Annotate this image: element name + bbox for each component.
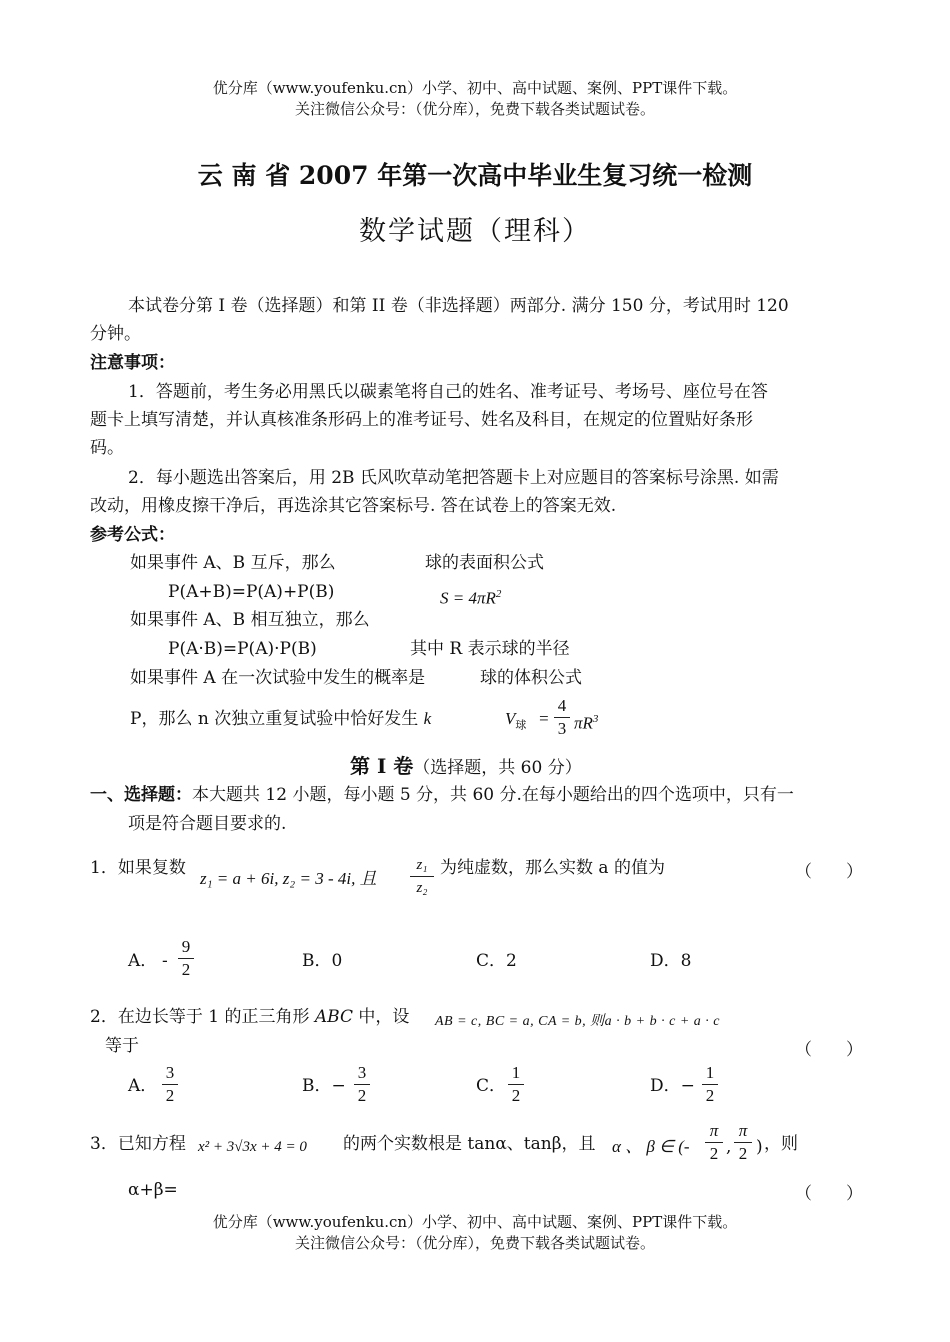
q3-fraction-left: π 2 xyxy=(705,1121,723,1164)
notice-heading: 注意事项： xyxy=(90,353,175,373)
formula-independent: P(A·B)=P(A)·P(B) xyxy=(168,639,317,659)
q1-fraction: z₁ z₂ xyxy=(410,855,434,898)
exam-subtitle: 数学试题（理科） xyxy=(359,216,591,247)
q1-option-b: B．0 xyxy=(302,951,343,971)
q1-prefix: 1．如果复数 xyxy=(90,858,186,878)
q3-condition: α 、 β ∈ (- xyxy=(612,1137,690,1156)
sphere-volume-label: 球的体积公式 xyxy=(480,668,582,688)
q3-answer-blank: （ ） xyxy=(795,1184,863,1204)
q2-vector-expression: AB = c, BC = a, CA = b, 则a · b + b · c + a · c xyxy=(435,1014,721,1029)
q2-option-a-label: A． xyxy=(128,1076,158,1096)
notice-item1-line3: 码。 xyxy=(90,438,124,458)
formula-probability-label: 如果事件 A 在一次试验中发生的概率是 xyxy=(130,668,426,688)
q2-line2: 等于 xyxy=(105,1036,139,1056)
q2-option-c-label: C． xyxy=(476,1076,507,1096)
intro-line2: 分钟。 xyxy=(90,324,141,344)
q3-prefix: 3．已知方程 xyxy=(90,1134,186,1154)
formula-exclusive-label: 如果事件 A、B 互斥，那么 xyxy=(130,553,336,573)
q2-option-b-label: B．− xyxy=(302,1076,346,1096)
q2-option-d-fraction: 1 2 xyxy=(702,1063,718,1106)
sphere-volume-V: $V_球$ xyxy=(505,709,527,732)
q3-suffix: ，则 xyxy=(764,1134,798,1154)
part1-intro-line2: 项是符合题目要求的. xyxy=(128,814,287,834)
q2-answer-blank: （ ） xyxy=(795,1040,863,1060)
notice-item1-line2: 题卡上填写清楚，并认真核准条形码上的准考证号、姓名及科目，在规定的位置贴好条形 xyxy=(90,410,753,430)
q1-option-a-label: A． xyxy=(128,951,158,971)
exam-title: 云 南 省 2007 年第一次高中毕业生复习统一检测 xyxy=(197,161,753,190)
notice-item1-line1: 1．答题前，考生务必用黑氏以碳素笔将自己的姓名、准考证号、考场号、座位号在答 xyxy=(128,382,768,402)
site-footer-line1: 优分库（www.youfenku.cn）小学、初中、高中试题、案例、PPT课件下载。 xyxy=(212,1213,738,1231)
notice-item2-line1: 2．每小题选出答案后，用 2B 氏风吹草动笔把答题卡上对应题目的答案标号涂黑. 如需 xyxy=(128,468,779,488)
q1-expression: z₁ = a + 6i, z₂ = 3 - 4i, 且 xyxy=(200,869,377,888)
formula-exclusive: P(A+B)=P(A)+P(B) xyxy=(168,582,335,602)
q2-option-c-fraction: 1 2 xyxy=(508,1063,524,1106)
site-footer-line2: 关注微信公众号：（优分库），免费下载各类试题试卷。 xyxy=(294,1234,655,1252)
q1-option-d: D．8 xyxy=(650,951,692,971)
sphere-area-label: 球的表面积公式 xyxy=(425,553,544,573)
section1-heading: 第 I 卷（选择题，共 60 分） xyxy=(350,754,582,778)
q1-option-c: C．2 xyxy=(476,951,517,971)
q3-mid: 的两个实数根是 tanα、tanβ，且 xyxy=(343,1134,596,1154)
q1-option-a-sign: - xyxy=(162,951,168,971)
q3-equation: x² + 3√3x + 4 = 0 xyxy=(198,1139,307,1155)
formula-bernoulli-label: P，那么 n 次独立重复试验中恰好发生 k xyxy=(130,709,432,729)
q3-fraction-right: π 2 xyxy=(734,1121,752,1164)
q2-option-d-label: D．− xyxy=(650,1076,695,1096)
part1-intro-line1: 一、选择题：本大题共 12 小题，每小题 5 分，共 60 分.在每小题给出的四个选项中，只有一 xyxy=(90,785,794,805)
q3-line2: α+β= xyxy=(128,1180,178,1200)
sphere-volume-eq: = xyxy=(538,709,550,728)
site-header-line2: 关注微信公众号：（优分库），免费下载各类试题试卷。 xyxy=(294,100,655,118)
q3-close-paren: ) xyxy=(756,1137,763,1157)
q2-option-b-fraction: 3 2 xyxy=(354,1063,370,1106)
radius-note: 其中 R 表示球的半径 xyxy=(410,639,570,659)
q1-option-a-fraction: 9 2 xyxy=(178,937,194,980)
site-header-line1: 优分库（www.youfenku.cn）小学、初中、高中试题、案例、PPT课件下载。 xyxy=(212,79,738,97)
q1-answer-blank: （ ） xyxy=(795,862,863,882)
sphere-volume-rest: $\pi R^3$ xyxy=(574,713,599,733)
q2-option-a-fraction: 3 2 xyxy=(162,1063,178,1106)
intro-line1: 本试卷分第 I 卷（选择题）和第 II 卷（非选择题）两部分. 满分 150 分，考试用时 120 xyxy=(128,296,789,316)
sphere-area-formula: $S = 4\pi R^2$ xyxy=(440,588,502,608)
q3-comma: , xyxy=(726,1137,732,1157)
sphere-volume-fraction: 4 3 xyxy=(554,696,570,739)
q2-prefix: 2．在边长等于 1 的正三角形 ABC 中，设 xyxy=(90,1007,410,1027)
notice-item2-line2: 改动，用橡皮擦干净后，再选涂其它答案标号. 答在试卷上的答案无效. xyxy=(90,496,617,516)
formulas-heading: 参考公式： xyxy=(90,525,175,545)
formula-independent-label: 如果事件 A、B 相互独立，那么 xyxy=(130,610,370,630)
q1-suffix: 为纯虚数，那么实数 a 的值为 xyxy=(440,858,665,878)
